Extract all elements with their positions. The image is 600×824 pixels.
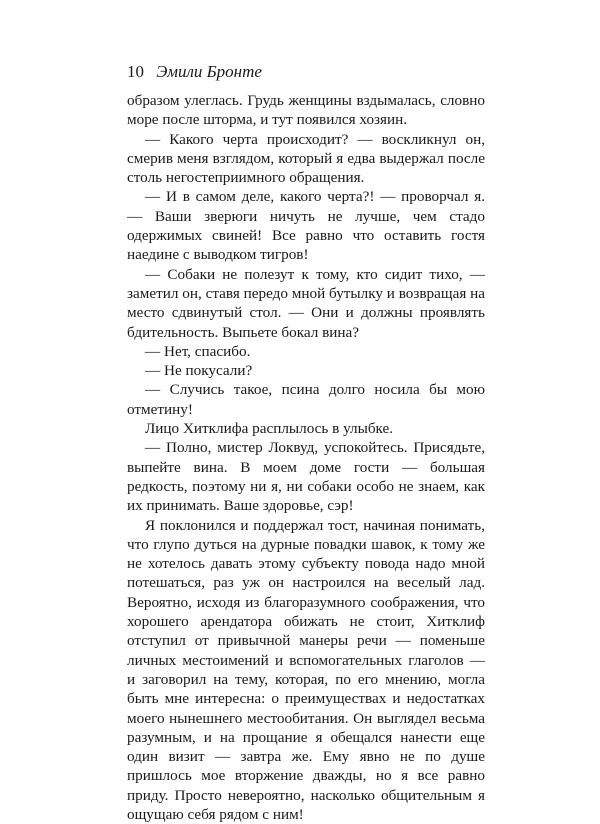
- paragraph: Я поклонился и поддержал тост, начиная понимать, что глупо дуться на дурные повадки шавок, к тому же не хотелось давать этому субъекту повода надо мной потешаться, раз уж он настроился на веселый лад. Вероятно, исходя из благоразумного соображения, что хорошего арендатора обижать не стоит, Хитклиф отступил от привычной манеры речи — поменьше личных местоимений и вспомогательных глаголов — и заговорил на тему, которая, по его мнению, могла быть мне интересна: о преимуществах и недостатках моего нынешнего местообитания. Он выглядел весьма разумным, и на прощание я обещался нанести еще один визит — завтра же. Ему явно не по душе пришлось мое вторжение дважды, но я все равно приду. Просто невероятно, насколько общительным я ощущаю себя рядом с ним!: [127, 516, 485, 823]
- body-text: [127, 91, 485, 824]
- running-header-author: Эмили Бронте: [156, 62, 262, 81]
- paragraph: Лицо Хитклифа расплылось в улыбке.: [145, 420, 394, 438]
- running-header: [127, 62, 262, 82]
- paragraph: — Нет, спасибо.: [145, 342, 251, 360]
- page-number: 10: [127, 62, 144, 81]
- paragraph: — Не покусали?: [145, 362, 253, 380]
- paragraph: — И в самом деле, какого черта?! — проворчал я. — Ваши зверюги ничуть не лучше, чем стадо одержимых свиней! Все равно что оставить гостя наедине с выводком тигров!: [127, 188, 485, 264]
- paragraph: — Собаки не полезут к тому, кто сидит тихо, — заметил он, ставя передо мной бутылку и возвращая на место сдвинутый стол. — Они и должны проявлять бдительность. Выпьете бокал вина?: [127, 265, 485, 341]
- paragraph: — Случись такое, псина долго носила бы мою отметину!: [127, 381, 485, 418]
- paragraph: — Какого черта происходит? — воскликнул он, смерив меня взглядом, который я едва выдержал после столь негостеприимного обращения.: [127, 130, 485, 187]
- paragraph-continued: образом улеглась. Грудь женщины вздымалась, словно море после шторма, и тут появился хозяин.: [127, 92, 485, 129]
- paragraph: — Полно, мистер Локвуд, успокойтесь. Присядьте, выпейте вина. В моем доме гости — большая редкость, поэтому ни я, ни собаки особо не знаем, как их принимать. Ваше здоровье, сэр!: [127, 439, 485, 515]
